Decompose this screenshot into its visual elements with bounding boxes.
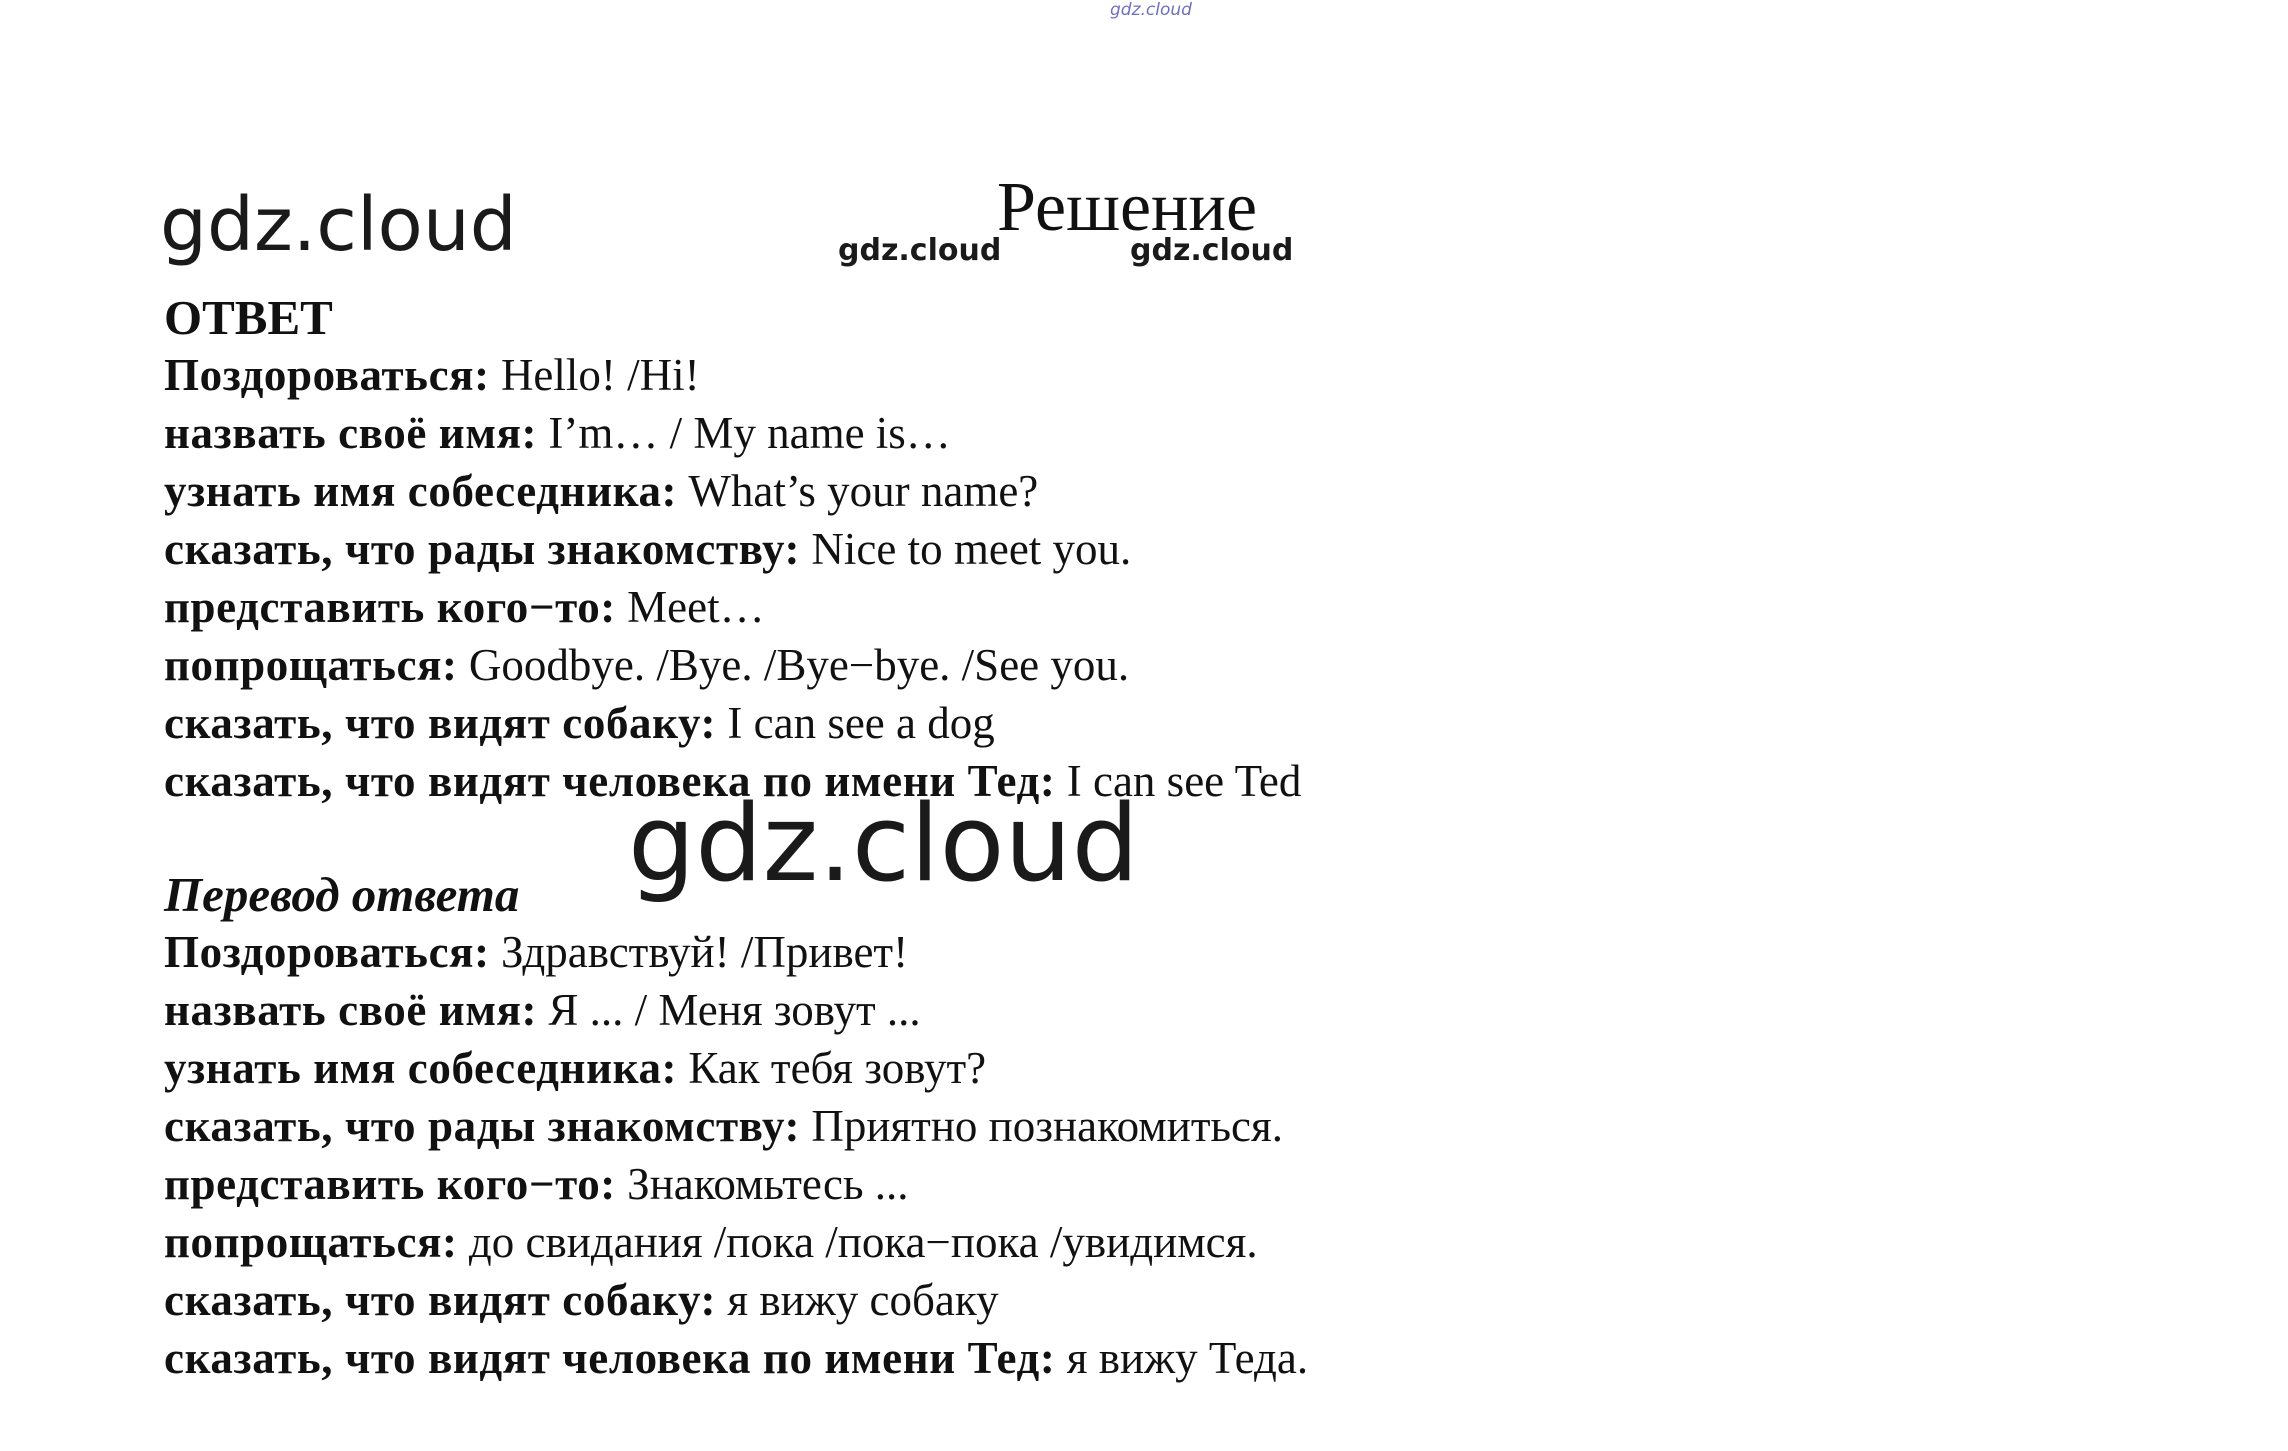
translation-row bbox=[164, 1155, 1308, 1213]
phrase-label: сказать, что видят собаку: bbox=[164, 698, 717, 748]
phrase-text: Знакомьтесь ... bbox=[615, 1159, 909, 1209]
phrase-label: представить кого−то: bbox=[164, 1159, 616, 1209]
translation-list bbox=[164, 923, 1308, 1387]
phrase-text: я вижу Теда. bbox=[1055, 1333, 1309, 1383]
translation-row bbox=[164, 1213, 1308, 1271]
watermark-small: gdz.cloud bbox=[1130, 233, 1294, 268]
translation-row bbox=[164, 981, 1308, 1039]
phrase-text: I can see a dog bbox=[716, 698, 995, 748]
phrase-label: назвать своё имя: bbox=[164, 408, 538, 458]
translation-row bbox=[164, 1329, 1308, 1387]
phrase-text: я вижу собаку bbox=[716, 1275, 999, 1325]
phrase-label: сказать, что рады знакомству: bbox=[164, 1101, 801, 1151]
phrase-text: I can see Ted bbox=[1055, 756, 1302, 806]
phrase-label: узнать имя собеседника: bbox=[164, 1043, 678, 1093]
phrase-text: Приятно познакомиться. bbox=[800, 1101, 1283, 1151]
watermark-logo: gdz.cloud bbox=[160, 182, 517, 268]
phrase-label: сказать, что видят собаку: bbox=[164, 1275, 717, 1325]
page-title: Решение bbox=[997, 169, 1258, 246]
phrase-label: представить кого−то: bbox=[164, 582, 616, 632]
translation-heading: Перевод ответа bbox=[164, 867, 520, 922]
answer-heading: ОТВЕТ bbox=[164, 290, 333, 345]
phrase-label: сказать, что рады знакомству: bbox=[164, 524, 801, 574]
phrase-label: сказать, что видят человека по имени Тед: bbox=[164, 1333, 1056, 1383]
phrase-text: Я ... / Меня зовут ... bbox=[537, 985, 921, 1035]
phrase-text: I’m… / My name is… bbox=[537, 408, 951, 458]
phrase-text: Hello! /Hi! bbox=[489, 350, 700, 400]
phrase-label: назвать своё имя: bbox=[164, 985, 538, 1035]
phrase-text: Meet… bbox=[615, 582, 765, 632]
translation-row bbox=[164, 1039, 1308, 1097]
answer-row bbox=[164, 520, 1301, 578]
watermark-small: gdz.cloud bbox=[838, 233, 1002, 268]
phrase-label: попрощаться: bbox=[164, 1217, 458, 1267]
translation-row bbox=[164, 1097, 1308, 1155]
phrase-label: Поздороваться: bbox=[164, 927, 490, 977]
phrase-text: What’s your name? bbox=[677, 466, 1039, 516]
phrase-text: Здравствуй! /Привет! bbox=[489, 927, 909, 977]
phrase-label: узнать имя собеседника: bbox=[164, 466, 678, 516]
watermark-center: gdz.cloud bbox=[628, 782, 1139, 905]
answer-row bbox=[164, 636, 1301, 694]
phrase-text: Nice to meet you. bbox=[800, 524, 1132, 574]
phrase-text: до свидания /пока /пока−пока /увидимся. bbox=[457, 1217, 1258, 1267]
watermark-top: gdz.cloud bbox=[1110, 0, 1192, 20]
phrase-label: сказать, что видят человека по имени Тед: bbox=[164, 756, 1056, 806]
translation-row bbox=[164, 1271, 1308, 1329]
answer-row bbox=[164, 404, 1301, 462]
answer-list bbox=[164, 346, 1301, 810]
translation-row bbox=[164, 923, 1308, 981]
phrase-label: попрощаться: bbox=[164, 640, 458, 690]
phrase-label: Поздороваться: bbox=[164, 350, 490, 400]
phrase-text: Как тебя зовут? bbox=[677, 1043, 987, 1093]
answer-row bbox=[164, 462, 1301, 520]
answer-row bbox=[164, 694, 1301, 752]
answer-row bbox=[164, 578, 1301, 636]
answer-row bbox=[164, 346, 1301, 404]
phrase-text: Goodbye. /Bye. /Bye−bye. /See you. bbox=[457, 640, 1130, 690]
